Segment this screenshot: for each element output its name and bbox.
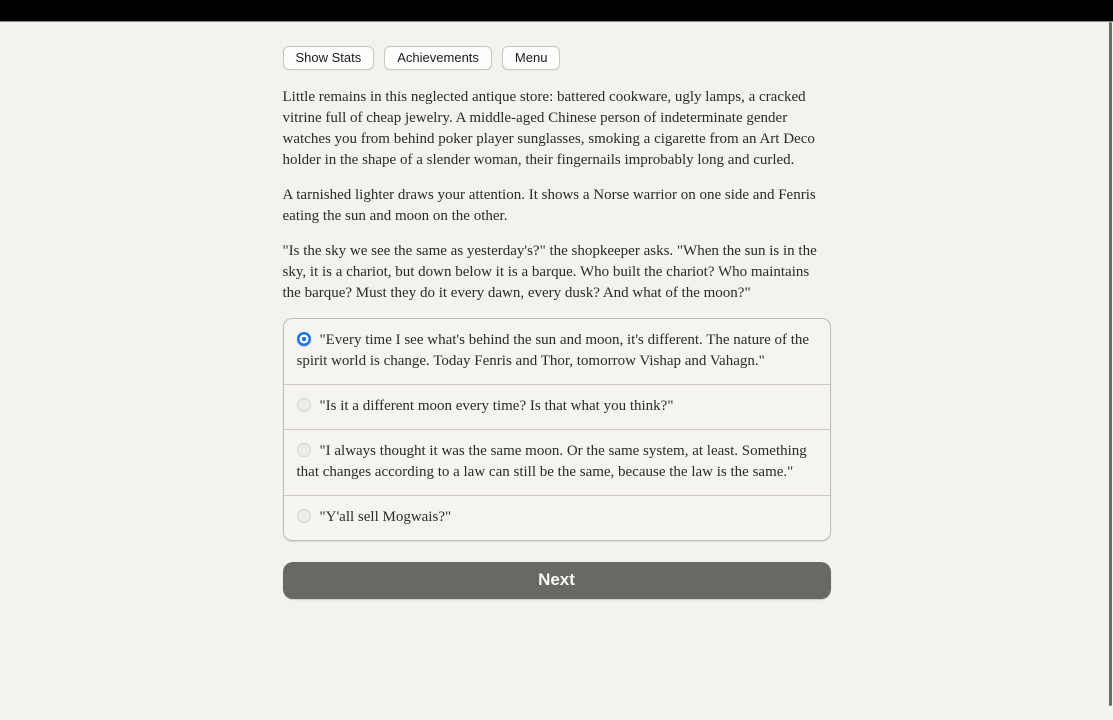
top-bar — [0, 0, 1113, 22]
choice-option-4[interactable] — [284, 495, 830, 540]
radio-button-icon[interactable] — [297, 509, 311, 523]
radio-button-icon[interactable] — [297, 443, 311, 457]
choice-option-1[interactable] — [284, 319, 830, 384]
radio-button-icon[interactable] — [297, 398, 311, 412]
choice-option-3[interactable] — [284, 429, 830, 495]
choice-list — [283, 318, 831, 541]
story-paragraph: Little remains in this neglected antique store: battered cookware, ugly lamps, a cracked vitrine full of cheap jewelry. A middle-aged Chinese person of indeterminate gender watches you from behind poker player sunglasses, smoking a cigarette from an Art Deco holder in the shape of a slender woman, their fingernails improbably long and curled. — [282, 89, 815, 168]
right-window-edge — [1109, 22, 1112, 706]
next-button[interactable]: Next — [283, 562, 831, 599]
toolbar — [283, 46, 831, 70]
choice-option-2[interactable] — [284, 384, 830, 429]
choice-option-text: "I always thought it was the same moon. Or the same system, at least. Something that changes according to a law can still be the same, because the law is the same." — [296, 443, 807, 480]
radio-button-icon[interactable] — [297, 332, 311, 346]
choice-option-text: "Every time I see what's behind the sun and moon, it's different. The nature of the spirit world is change. Today Fenris and Thor, tomorrow Vishap and Vahagn." — [296, 332, 810, 369]
choice-option-text: "Is it a different moon every time? Is that what you think?" — [319, 398, 674, 414]
achievements-button[interactable]: Achievements — [384, 46, 492, 70]
menu-button[interactable]: Menu — [502, 46, 561, 70]
game-content-area — [0, 21, 1113, 599]
story-paragraph: "Is the sky we see the same as yesterday's?" the shopkeeper asks. "When the sun is in the sky, it is a chariot, but down below it is a barque. Who built the chariot? Who maintains the barque? Must they do it every dawn, every dusk? And what of the moon?" — [282, 243, 817, 301]
story-paragraph: A tarnished lighter draws your attention. It shows a Norse warrior on one side and Fenris eating the sun and moon on the other. — [282, 187, 816, 224]
story-text — [283, 87, 831, 304]
show-stats-button[interactable]: Show Stats — [283, 46, 375, 70]
choice-option-text: "Y'all sell Mogwais?" — [319, 509, 452, 525]
